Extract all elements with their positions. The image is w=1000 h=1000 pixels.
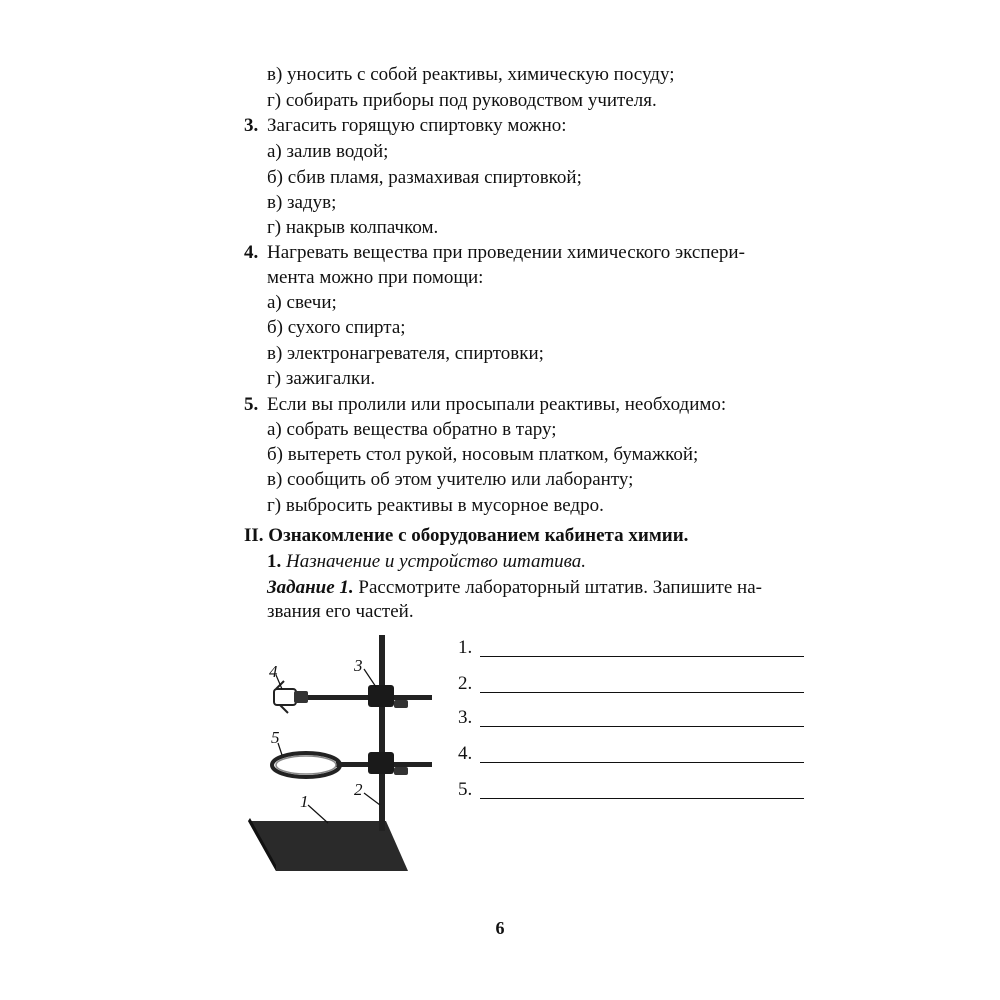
- q4-text-line1: Нагревать вещества при проведении химического экспери-: [267, 242, 745, 263]
- task-text-1: Рассмотрите лабораторный штатив. Запишите на-: [358, 577, 762, 598]
- q4-text-line2: мента можно при помощи:: [267, 267, 484, 288]
- answer-number: 2.: [458, 673, 473, 694]
- answer-blank-5[interactable]: [480, 798, 804, 799]
- q4-number: 4.: [244, 242, 259, 263]
- q3-option-a: а) залив водой;: [267, 141, 389, 162]
- q3-option-b: б) сбив пламя, размахивая спиртовкой;: [267, 167, 582, 188]
- q3-option-g: г) накрыв колпачком.: [267, 217, 439, 238]
- subtitle-text: Назначение и устройство штатива.: [286, 551, 587, 572]
- answer-number: 3.: [458, 707, 473, 728]
- lab-stand-figure: [236, 625, 448, 873]
- q2-option-v: в) уносить с собой реактивы, химическую посуду;: [267, 64, 675, 85]
- answer-number: 4.: [458, 743, 473, 764]
- answer-row-4: [458, 742, 804, 766]
- q5-number: 5.: [244, 394, 259, 415]
- label-3: 3: [354, 656, 363, 675]
- q2-option-g: г) собирать приборы под руководством учителя.: [267, 90, 657, 111]
- q5-option-b: б) вытереть стол рукой, носовым платком, бумажкой;: [267, 444, 699, 465]
- answer-blank-2[interactable]: [480, 692, 804, 693]
- answer-blank-3[interactable]: [480, 726, 804, 727]
- q5-text: Если вы пролили или просыпали реактивы, необходимо:: [267, 394, 727, 415]
- section2-heading: II. Ознакомление с оборудованием кабинета химии.: [244, 525, 689, 546]
- answer-row-3: [458, 706, 804, 730]
- subtitle-number: 1.: [267, 551, 282, 572]
- section2-subtitle: [267, 550, 586, 574]
- answer-row-2: [458, 672, 804, 696]
- answer-number: 1.: [458, 637, 473, 658]
- label-2: 2: [354, 780, 363, 799]
- task-label: Задание 1.: [267, 577, 354, 598]
- upper-bosshead: [368, 685, 394, 707]
- q4-option-a: а) свечи;: [267, 292, 337, 313]
- label-5: 5: [271, 728, 280, 747]
- q5-option-a: а) собрать вещества обратно в тару;: [267, 419, 557, 440]
- q4-option-g: г) зажигалки.: [267, 368, 376, 389]
- task-line2: звания его частей.: [267, 601, 414, 622]
- q3-option-v: в) задув;: [267, 192, 337, 213]
- lower-bosshead: [368, 752, 394, 774]
- q4-option-v: в) электронагревателя, спиртовки;: [267, 343, 544, 364]
- q5-option-g: г) выбросить реактивы в мусорное ведро.: [267, 495, 604, 516]
- answer-blank-1[interactable]: [480, 656, 804, 657]
- answer-row-1: [458, 636, 804, 660]
- stand-rod: [379, 635, 385, 831]
- answer-row-5: [458, 778, 804, 802]
- q5-option-v: в) сообщить об этом учителю или лаборанту;: [267, 469, 634, 490]
- answer-number: 5.: [458, 779, 473, 800]
- upper-arm: [294, 695, 432, 700]
- q3-number: 3.: [244, 115, 259, 136]
- answer-blank-4[interactable]: [480, 762, 804, 763]
- task-line1: [267, 576, 762, 600]
- label-1: 1: [300, 792, 309, 811]
- q3-text: Загасить горящую спиртовку можно:: [267, 115, 567, 136]
- label-4: 4: [269, 662, 278, 681]
- q4-option-b: б) сухого спирта;: [267, 317, 406, 338]
- page-number: 6: [495, 918, 505, 938]
